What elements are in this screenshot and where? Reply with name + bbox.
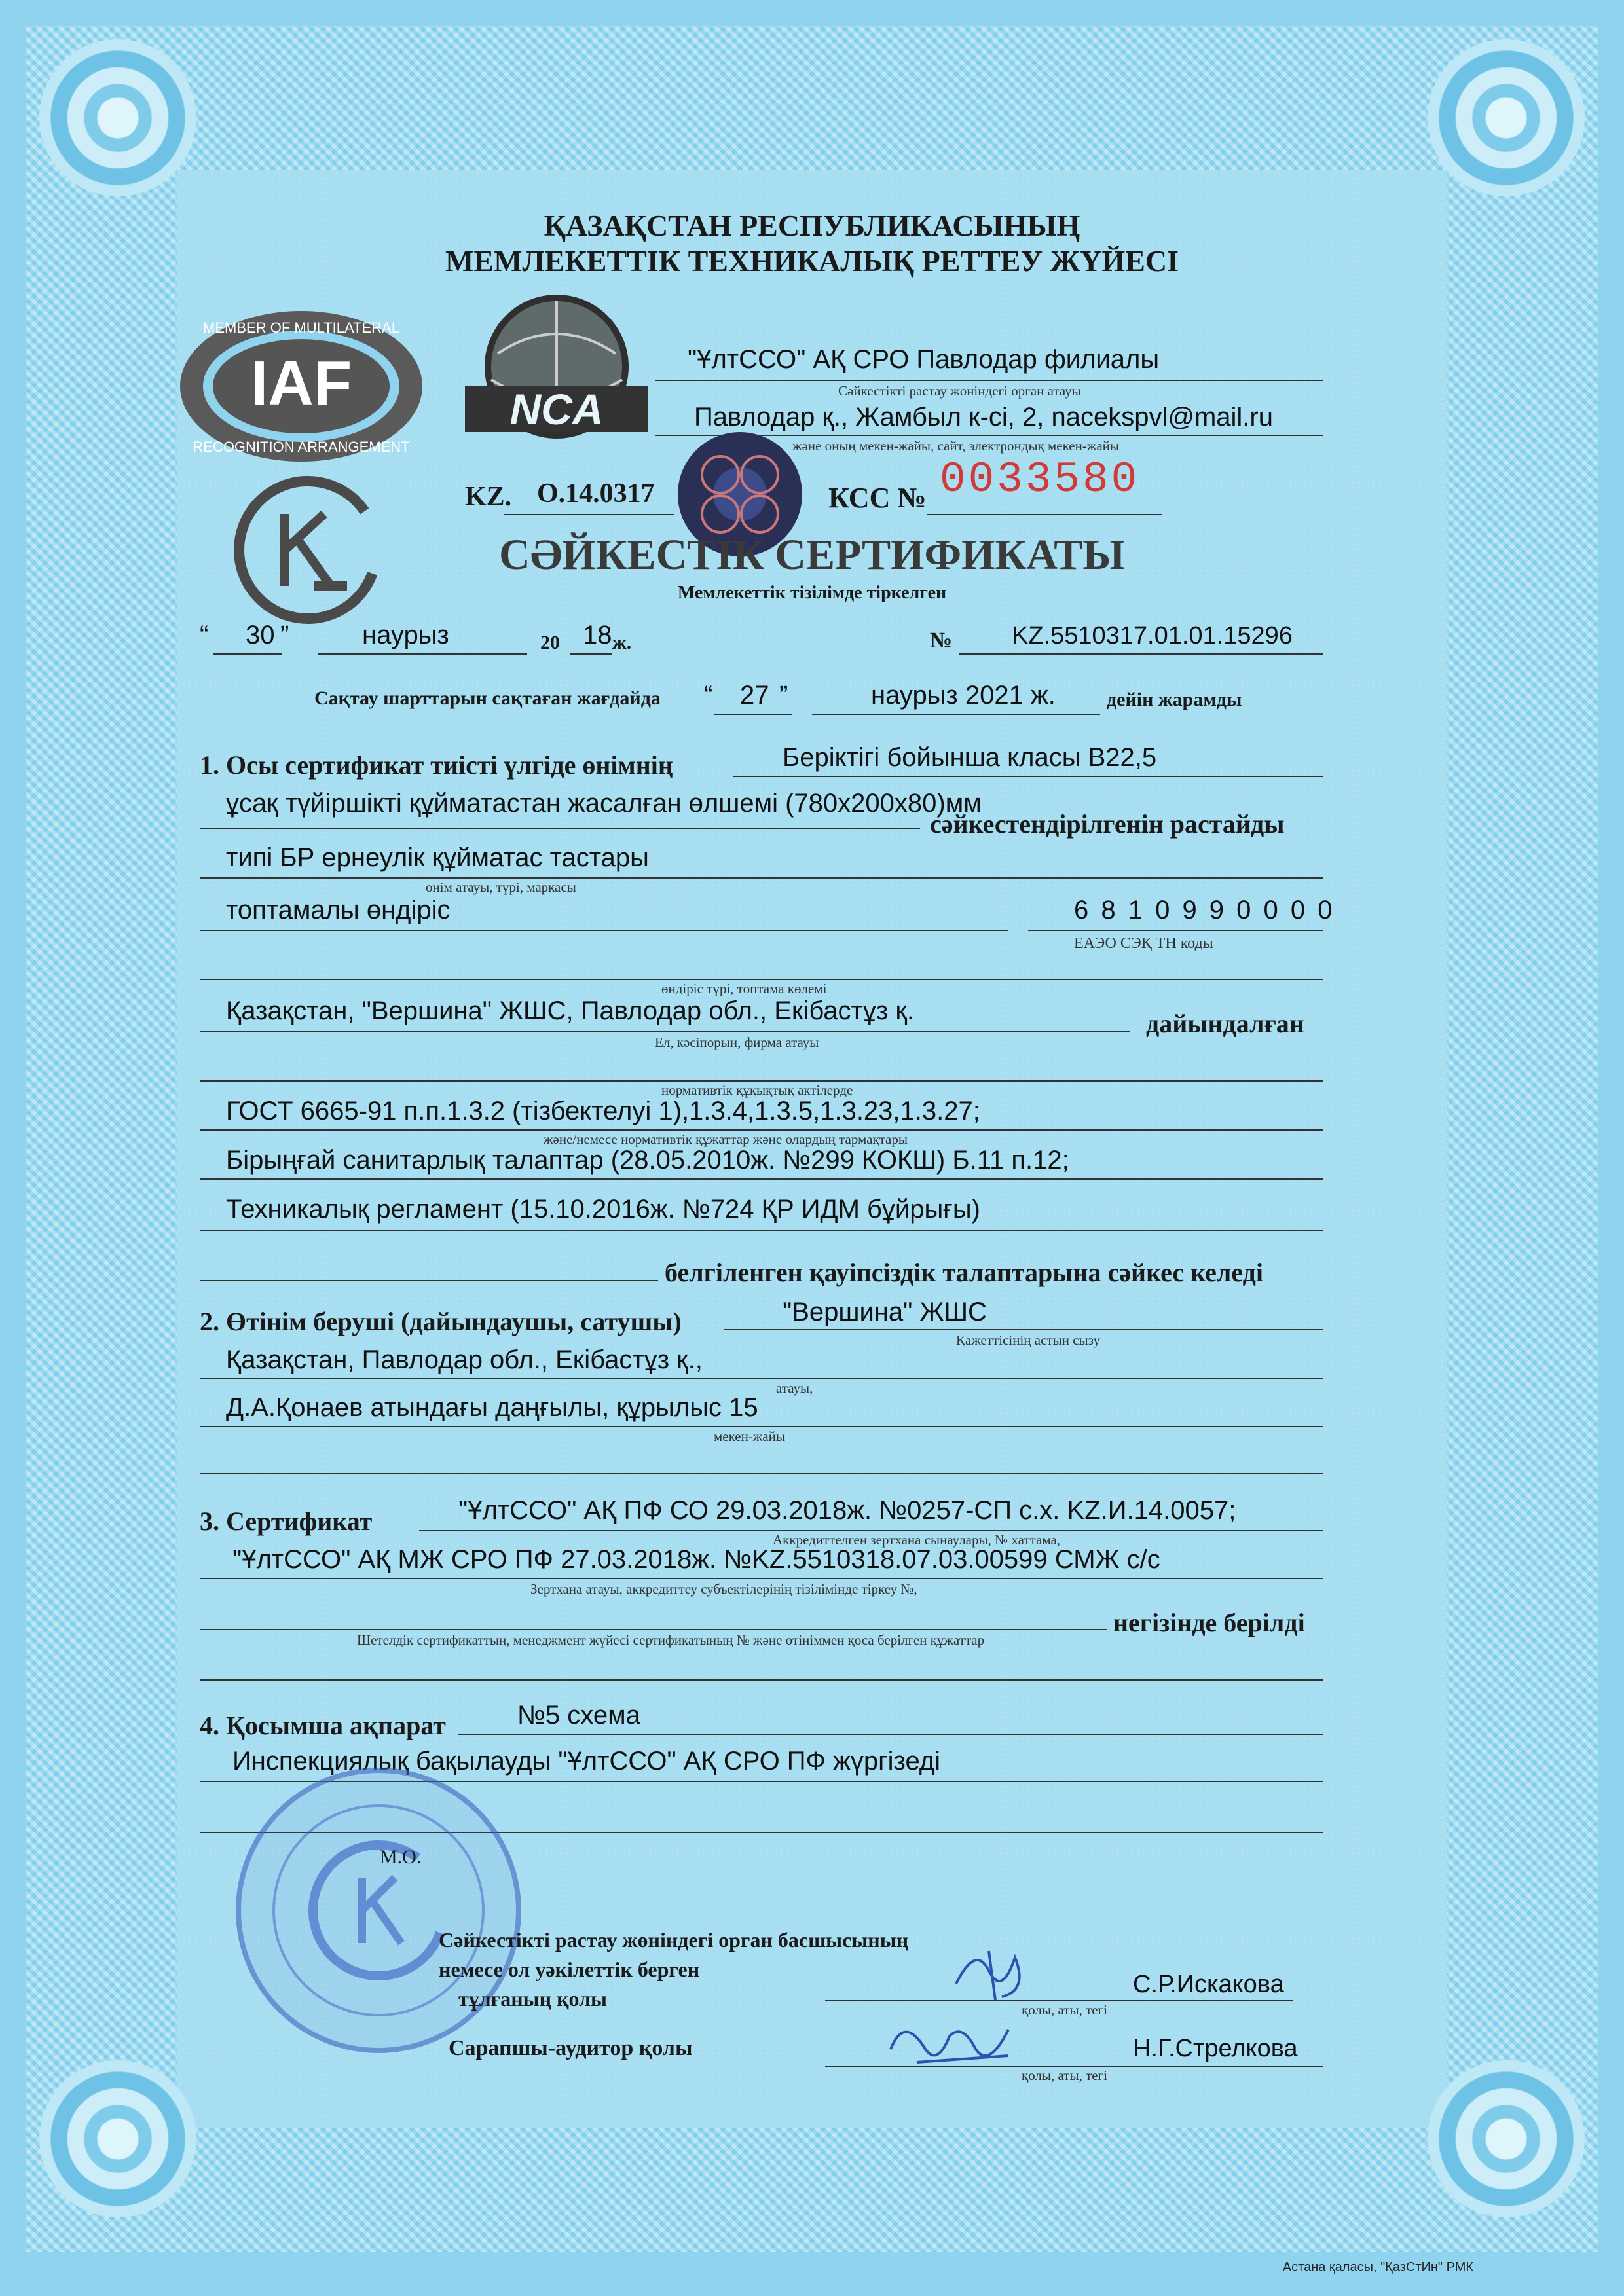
applicant-address-2-rule (200, 1426, 1323, 1427)
tn-code-caption: ЕАЭО СЭҚ ТН коды (1074, 935, 1213, 952)
conforms-label: белгіленген қауіпсіздік талаптарына сәйкес келеді (665, 1258, 1263, 1287)
applicant-address-1-rule (200, 1378, 1323, 1379)
certificate-title: СӘЙКЕСТІК СЕРТИФИКАТЫ (498, 531, 1126, 579)
applicant: "Вершина" ЖШС (783, 1298, 987, 1326)
issuing-body-address: Павлодар қ., Жамбыл к-сі, 2, nacekspvl@mail.ru (694, 403, 1273, 431)
nca-globe-logo (458, 288, 655, 458)
corner-rosette-top-left (39, 39, 196, 196)
head-signature (950, 1938, 1054, 2003)
reg-number: KZ.5510317.01.01.15296 (1012, 622, 1293, 649)
issue-close-quote: ” (280, 621, 289, 649)
norm-line-1: ГОСТ 6665-91 п.п.1.3.2 (тізбектелуі 1),1.3.4,1.3.5,1.3.23,1.3.27; (226, 1097, 980, 1125)
corner-rosette-top-right (1428, 39, 1585, 196)
serial-line (927, 514, 1162, 515)
norm-line-2: Бірыңғай санитарлық талаптар (28.05.2010ж. №299 КОКШ) Б.11 п.12; (226, 1146, 1069, 1175)
kss-label: КСС № (828, 482, 927, 514)
manufacturer-caption: Ел, кәсіпорын, фирма атауы (655, 1034, 819, 1050)
basis-caption-3: Шетелдік сертификаттың, менеджмент жүйесі сертификатының № және өтініммен қоса берілген құжаттар (357, 1632, 985, 1648)
auditor-signature-rule (825, 2066, 1323, 2067)
address-2-caption: мекен-жайы (714, 1429, 786, 1444)
certificate-serial-number: 0033580 (940, 455, 1140, 504)
head-signature-label-3: тұлғаның қолы (458, 1987, 608, 2011)
basis-caption-1: Аккредиттелген зертхана сынаулары, № хаттама, (773, 1532, 1061, 1548)
based-on-label: негізінде берілді (1113, 1608, 1305, 1637)
product-caption: өнім атауы, түрі, маркасы (426, 879, 576, 895)
address-1-caption: атауы, (776, 1380, 813, 1396)
kz-number: О.14.0317 (537, 479, 655, 509)
section1-label: 1. Осы сертификат тиісті үлгіде өнімнің (200, 750, 673, 780)
manufacturer-rule (200, 1031, 1130, 1032)
issue-month: наурыз (362, 621, 449, 649)
section2-label: 2. Өтінім беруші (дайындаушы, сатушы) (200, 1307, 682, 1336)
header-line-1: ҚАЗАҚСТАН РЕСПУБЛИКАСЫНЫҢ (544, 209, 1080, 242)
basis-line-2-rule (200, 1578, 1323, 1579)
product-line-1: Беріктігі бойынша класы В22,5 (783, 743, 1157, 772)
reg-number-label: № (930, 629, 953, 653)
head-signature-label-1: Сәйкестікті растау жөніндегі орган басшысының (439, 1928, 909, 1952)
header-line-2: МЕМЛЕКЕТТІК ТЕХНИКАЛЫҚ РЕТТЕУ ЖҮЙЕСІ (445, 244, 1179, 278)
head-signature-caption: қолы, аты, тегі (1022, 2002, 1108, 2018)
basis-blank-rule (200, 1679, 1323, 1681)
issuing-body-name-caption: Сәйкестікті растау жөніндегі орган атауы (838, 383, 1081, 399)
production-type: топтамалы өндіріс (226, 896, 451, 924)
head-name: С.Р.Искакова (1133, 1971, 1284, 1998)
applicant-address-1: Қазақстан, Павлодар обл., Екібастұз қ., (226, 1345, 703, 1374)
norm-line-3: Техникалық регламент (15.10.2016ж. №724 ҚР ИДМ бұйрығы) (226, 1195, 980, 1224)
basis-caption-2: Зертхана атауы, аккредиттеу субъектілерінің тізілімінде тіркеу №, (530, 1581, 917, 1597)
auditor-name: Н.Г.Стрелкова (1133, 2035, 1298, 2062)
manufacturer: Қазақстан, "Вершина" ЖШС, Павлодар обл., Екібастұз қ. (226, 996, 914, 1025)
kz-prefix: KZ. (465, 482, 512, 512)
norms-blank-rule (200, 1080, 1323, 1082)
section4-label: 4. Қосымша ақпарат (200, 1711, 446, 1740)
nca-letters: NCA (509, 385, 604, 433)
head-signature-label-2: немесе ол уәкілеттік берген (439, 1958, 700, 1981)
printer-footer: Астана қаласы, "ҚазСтИн" РМК (1282, 2260, 1473, 2274)
applicant-caption: Қажеттісінің астын сызу (956, 1332, 1100, 1348)
validity-prefix: Сақтау шарттарын сақтаған жағдайда (314, 687, 661, 709)
product-line-3-rule (200, 877, 1323, 879)
product-line-1-rule (733, 776, 1323, 777)
conforms-rule (200, 1280, 658, 1281)
reg-number-line (959, 653, 1323, 655)
basis-line-3-rule (200, 1629, 1107, 1630)
validity-month-line (812, 714, 1100, 715)
additional-info-line-1-rule (458, 1734, 1323, 1735)
issue-year-line (570, 653, 612, 655)
additional-info-line-2: Инспекциялық бақылауды "ҰлтССО" АҚ СРО ПФ жүргізеді (232, 1747, 941, 1776)
issue-year-suffix: ж. (612, 632, 632, 653)
validity-open-quote: “ (704, 681, 713, 710)
stamp-place-label: М.О. (380, 1846, 422, 1868)
issue-century: 20 (540, 632, 560, 653)
certificate-subtitle: Мемлекеттік тізілімде тіркелген (677, 583, 947, 603)
tn-code-rule (1028, 930, 1323, 931)
corner-rosette-bottom-left (39, 2060, 196, 2217)
validity-day: 27 (740, 681, 769, 710)
production-type-rule (200, 930, 1008, 931)
issuing-body-name-line (655, 380, 1323, 381)
iaf-letters: IAF (250, 348, 352, 418)
basis-line-1-rule (419, 1530, 1323, 1531)
iaf-bottom-text: RECOGNITION ARRANGEMENT (193, 439, 410, 455)
tn-code: 6 8 1 0 9 9 0 0 0 0 (1074, 896, 1335, 924)
issuing-body-address-caption: және оның мекен-жайы, сайт, электрондық мекен-жайы (792, 438, 1120, 454)
auditor-signature-label: Сарапшы-аудитор қолы (449, 2036, 693, 2060)
auditor-signature-caption: қолы, аты, тегі (1022, 2068, 1108, 2083)
confirms-label: сәйкестендірілгенін растайды (930, 809, 1285, 839)
issue-day: 30 (246, 621, 275, 649)
norm-line-3-rule (200, 1230, 1323, 1231)
product-line-3: типі БР ернеулік құйматас тастары (226, 843, 649, 872)
norm-line-2-rule (200, 1178, 1323, 1180)
head-signature-rule (825, 2000, 1293, 2001)
certificate-basis-line-2: "ҰлтССО" АҚ МЖ СРО ПФ 27.03.2018ж. №KZ.5510318.07.03.00599 СМЖ с/с (232, 1545, 1160, 1574)
product-line-2-rule (200, 828, 920, 829)
norm-caption-2: және/немесе нормативтік құжаттар және олардың тармақтары (544, 1131, 908, 1147)
section3-label: 3. Сертификат (200, 1506, 373, 1536)
validity-day-line (714, 714, 792, 715)
iaf-top-text: MEMBER OF MULTILATERAL (203, 319, 399, 336)
issue-day-line (213, 653, 282, 655)
issue-year: 18 (583, 621, 612, 649)
production-caption: өндіріс түрі, топтама көлемі (661, 981, 827, 996)
validity-close-quote: ” (779, 681, 788, 710)
norm-line-1-rule (200, 1129, 1323, 1131)
iaf-logo (177, 308, 426, 465)
certificate-basis-line-1: "ҰлтССО" АҚ ПФ СО 29.03.2018ж. №0257-СП с.х. KZ.И.14.0057; (458, 1496, 1236, 1525)
corner-rosette-bottom-right (1428, 2060, 1585, 2217)
norm-caption-1: нормативтік құқықтық актілерде (661, 1082, 853, 1098)
applicant-address-2: Д.А.Қонаев атындағы даңғылы, құрылыс 15 (226, 1393, 758, 1422)
issuing-body-name: "ҰлтССО" АҚ СРО Павлодар филиалы (688, 345, 1160, 374)
auditor-signature (877, 2010, 1022, 2082)
manufactured-label: дайындалған (1146, 1009, 1304, 1038)
production-volume-rule (200, 979, 1323, 980)
applicant-blank-rule (200, 1473, 1323, 1474)
applicant-rule (724, 1329, 1323, 1330)
validity-suffix: дейін жарамды (1107, 689, 1242, 710)
issue-open-quote: “ (200, 621, 209, 649)
additional-info-line-1: №5 схема (517, 1701, 640, 1730)
issue-month-line (318, 653, 527, 655)
kz-number-line (504, 514, 674, 515)
product-line-2: ұсақ түйіршікті құйматастан жасалған өлшемі (780х200х80)мм (226, 789, 982, 818)
validity-month-year: наурыз 2021 ж. (871, 681, 1056, 710)
